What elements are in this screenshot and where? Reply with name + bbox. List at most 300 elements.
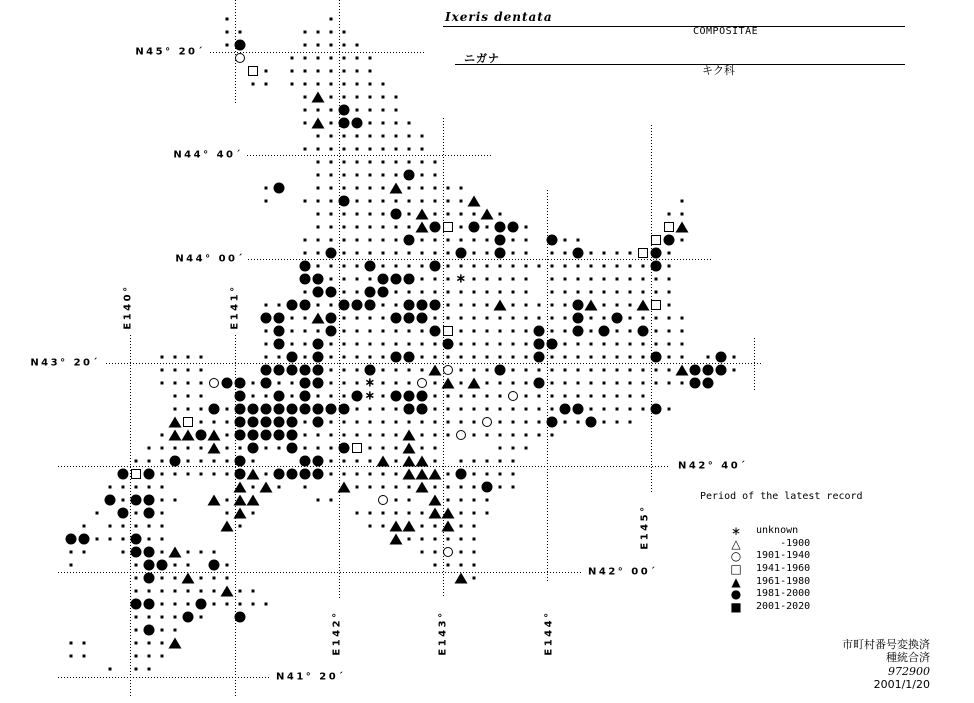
map-dot (603, 408, 606, 411)
map-dot (226, 31, 229, 34)
map-dot (382, 356, 385, 359)
map-filled-circle (651, 404, 662, 415)
map-dot (668, 252, 671, 255)
map-dot (447, 499, 450, 502)
map-dot (291, 343, 294, 346)
map-dot (486, 382, 489, 385)
map-filled-circle (339, 118, 350, 129)
map-dot (473, 239, 476, 242)
map-dot (369, 252, 372, 255)
map-dot (382, 187, 385, 190)
map-filled-triangle (169, 638, 182, 649)
map-dot (122, 525, 125, 528)
map-dot (356, 460, 359, 463)
map-dot (473, 395, 476, 398)
map-dot (161, 447, 164, 450)
map-dot (369, 525, 372, 528)
map-filled-circle (573, 300, 584, 311)
map-filled-circle (326, 313, 337, 324)
map-dot (473, 291, 476, 294)
map-dot (629, 304, 632, 307)
map-dot (434, 291, 437, 294)
map-dot (200, 460, 203, 463)
map-dot (369, 122, 372, 125)
map-dot (499, 460, 502, 463)
map-dot (304, 421, 307, 424)
map-dot (473, 213, 476, 216)
map-dot (460, 369, 463, 372)
map-dot (486, 356, 489, 359)
map-dot (356, 512, 359, 515)
map-dot (356, 421, 359, 424)
map-dot (395, 408, 398, 411)
map-dot (421, 356, 424, 359)
map-dot (369, 70, 372, 73)
map-dot (382, 343, 385, 346)
map-dot (486, 226, 489, 229)
map-dot (174, 408, 177, 411)
map-dot (512, 421, 515, 424)
map-filled-circle (430, 222, 441, 233)
map-dot (330, 343, 333, 346)
map-dot (525, 356, 528, 359)
map-dot (564, 291, 567, 294)
map-dot (343, 434, 346, 437)
map-dot (473, 473, 476, 476)
map-filled-circle (287, 469, 298, 480)
map-dot (330, 356, 333, 359)
map-dot (473, 317, 476, 320)
map-dot (564, 330, 567, 333)
map-dot (265, 473, 268, 476)
map-filled-circle (417, 391, 428, 402)
map-dot (564, 265, 567, 268)
map-dot (447, 564, 450, 567)
map-dot (473, 278, 476, 281)
map-dot (382, 512, 385, 515)
map-dot (525, 447, 528, 450)
map-dot (460, 330, 463, 333)
map-dot (421, 252, 424, 255)
map-dot (356, 252, 359, 255)
map-dot (161, 486, 164, 489)
map-dot (525, 239, 528, 242)
map-dot (187, 473, 190, 476)
map-dot (525, 278, 528, 281)
map-open-circle (456, 430, 466, 440)
map-dot (460, 304, 463, 307)
map-open-square (131, 469, 141, 479)
map-filled-circle (183, 612, 194, 623)
map-dot (356, 473, 359, 476)
map-dot (616, 395, 619, 398)
map-dot (525, 317, 528, 320)
map-dot (330, 499, 333, 502)
map-dot (330, 31, 333, 34)
map-dot (499, 421, 502, 424)
map-dot (382, 200, 385, 203)
map-dot (96, 512, 99, 515)
map-dot (616, 408, 619, 411)
map-filled-circle (456, 248, 467, 259)
map-dot (343, 83, 346, 86)
map-dot (616, 291, 619, 294)
map-dot (434, 564, 437, 567)
map-filled-circle (482, 482, 493, 493)
map-dot (629, 330, 632, 333)
legend-row-1981-2000 (727, 583, 811, 601)
map-dot (551, 317, 554, 320)
map-open-square (651, 300, 661, 310)
map-filled-circle (339, 300, 350, 311)
map-open-circle (235, 53, 245, 63)
map-filled-circle (534, 352, 545, 363)
map-dot (395, 460, 398, 463)
map-dot (343, 317, 346, 320)
map-filled-circle (287, 417, 298, 428)
footer-note-2: 種統合済 (886, 651, 930, 665)
map-dot (512, 434, 515, 437)
map-open-circle (417, 378, 427, 388)
map-dot (317, 447, 320, 450)
map-dot (135, 616, 138, 619)
map-dot (382, 421, 385, 424)
map-filled-circle (274, 365, 285, 376)
map-dot (148, 460, 151, 463)
map-dot (317, 83, 320, 86)
map-dot (343, 265, 346, 268)
map-dot (187, 460, 190, 463)
map-filled-circle (313, 417, 324, 428)
map-filled-triangle (676, 365, 689, 376)
map-dot (343, 291, 346, 294)
map-dot (187, 395, 190, 398)
map-filled-triangle (208, 430, 221, 441)
map-filled-triangle (468, 196, 481, 207)
map-dot (122, 551, 125, 554)
map-dot (395, 135, 398, 138)
map-dot (473, 330, 476, 333)
map-dot (486, 369, 489, 372)
map-dot (200, 421, 203, 424)
map-dot (629, 408, 632, 411)
map-dot (603, 369, 606, 372)
map-dot (421, 187, 424, 190)
map-filled-circle (261, 313, 272, 324)
map-dot (317, 57, 320, 60)
map-dot (603, 382, 606, 385)
map-filled-circle (573, 404, 584, 415)
map-dot (317, 200, 320, 203)
map-dot (330, 109, 333, 112)
map-dot (551, 408, 554, 411)
map-filled-circle (352, 300, 363, 311)
map-dot (434, 460, 437, 463)
map-dot (161, 512, 164, 515)
map-dot (109, 525, 112, 528)
map-dot (499, 356, 502, 359)
map-dot (395, 226, 398, 229)
open-square-icon: □ (730, 561, 742, 576)
map-filled-circle (690, 365, 701, 376)
map-dot (434, 239, 437, 242)
map-dot (486, 239, 489, 242)
map-filled-triangle (403, 469, 416, 480)
map-filled-circle (365, 261, 376, 272)
map-dot (382, 473, 385, 476)
map-dot (473, 525, 476, 528)
latitude-grid-line (58, 677, 270, 678)
map-dot (330, 83, 333, 86)
map-dot (369, 408, 372, 411)
map-dot (330, 304, 333, 307)
map-dot (317, 226, 320, 229)
map-dot (395, 174, 398, 177)
latitude-grid-line (210, 52, 425, 53)
map-dot (499, 291, 502, 294)
map-dot (564, 252, 567, 255)
map-dot (434, 174, 437, 177)
map-filled-circle (300, 391, 311, 402)
map-dot (525, 434, 528, 437)
map-dot (629, 317, 632, 320)
longitude-label: E145° (639, 504, 651, 550)
map-dot (369, 83, 372, 86)
map-dot (473, 265, 476, 268)
map-dot (265, 603, 268, 606)
map-dot (200, 408, 203, 411)
map-dot (343, 174, 346, 177)
map-dot (356, 434, 359, 437)
map-dot (265, 200, 268, 203)
map-dot (109, 486, 112, 489)
map-dot (603, 278, 606, 281)
map-dot (564, 239, 567, 242)
map-dot (460, 499, 463, 502)
map-dot (148, 447, 151, 450)
map-dot (421, 330, 424, 333)
map-dot (161, 577, 164, 580)
map-dot (382, 135, 385, 138)
map-filled-circle (261, 365, 272, 376)
map-dot (499, 213, 502, 216)
map-dot (616, 265, 619, 268)
map-filled-circle (287, 443, 298, 454)
map-dot (421, 291, 424, 294)
longitude-label: E141° (229, 284, 241, 330)
map-dot (395, 161, 398, 164)
map-dot (356, 83, 359, 86)
map-dot (421, 148, 424, 151)
map-filled-triangle (676, 222, 689, 233)
map-dot (408, 200, 411, 203)
map-dot (330, 382, 333, 385)
map-dot (655, 343, 658, 346)
map-dot (512, 252, 515, 255)
map-dot (278, 486, 281, 489)
map-dot (330, 70, 333, 73)
map-dot (395, 512, 398, 515)
map-dot (603, 395, 606, 398)
map-dot (369, 486, 372, 489)
map-filled-triangle (312, 313, 325, 324)
map-dot (382, 109, 385, 112)
map-filled-triangle (221, 586, 234, 597)
map-dot (395, 96, 398, 99)
map-dot (226, 577, 229, 580)
map-dot (603, 317, 606, 320)
map-dot (382, 434, 385, 437)
map-dot (70, 551, 73, 554)
map-dot (135, 655, 138, 658)
map-dot (486, 278, 489, 281)
map-dot (512, 317, 515, 320)
map-dot (356, 330, 359, 333)
map-dot (629, 265, 632, 268)
map-filled-circle (131, 599, 142, 610)
map-open-circle (443, 547, 453, 557)
map-dot (317, 304, 320, 307)
map-dot (434, 447, 437, 450)
map-dot (512, 343, 515, 346)
map-filled-circle (287, 430, 298, 441)
map-filled-triangle (169, 547, 182, 558)
map-filled-circle (131, 547, 142, 558)
map-dot (96, 538, 99, 541)
map-filled-circle (196, 430, 207, 441)
latitude-label: N43° 20´ (30, 357, 100, 369)
map-dot (603, 265, 606, 268)
map-dot (356, 343, 359, 346)
map-filled-circle (599, 326, 610, 337)
map-dot (200, 577, 203, 580)
map-dot (161, 655, 164, 658)
map-dot (668, 291, 671, 294)
map-dot (655, 369, 658, 372)
map-dot (330, 395, 333, 398)
map-dot (343, 187, 346, 190)
map-dot (408, 252, 411, 255)
map-dot (473, 538, 476, 541)
map-dot (642, 369, 645, 372)
map-dot (395, 304, 398, 307)
map-dot (681, 213, 684, 216)
map-dot (226, 421, 229, 424)
map-dot (538, 434, 541, 437)
map-dot (369, 174, 372, 177)
map-dot (434, 382, 437, 385)
map-dot (499, 265, 502, 268)
map-dot (408, 486, 411, 489)
map-filled-circle (235, 430, 246, 441)
map-dot (681, 343, 684, 346)
map-dot (512, 291, 515, 294)
map-filled-circle (547, 339, 558, 350)
map-dot (668, 304, 671, 307)
map-dot (70, 655, 73, 658)
map-filled-circle (144, 625, 155, 636)
map-dot (330, 265, 333, 268)
map-dot (447, 239, 450, 242)
map-dot (408, 187, 411, 190)
map-filled-triangle (494, 300, 507, 311)
map-dot (551, 382, 554, 385)
map-dot (681, 382, 684, 385)
map-dot (447, 434, 450, 437)
map-dot (486, 330, 489, 333)
map-dot (395, 499, 398, 502)
map-dot (330, 148, 333, 151)
map-filled-circle (456, 469, 467, 480)
map-dot (356, 187, 359, 190)
map-dot (486, 460, 489, 463)
map-filled-circle (534, 378, 545, 389)
map-dot (590, 317, 593, 320)
map-dot (551, 291, 554, 294)
map-filled-circle (404, 170, 415, 181)
map-filled-circle (274, 430, 285, 441)
legend-label: -1900 (756, 538, 811, 549)
map-dot (317, 252, 320, 255)
legend-label: 1901-1940 (756, 550, 811, 561)
map-dot (538, 408, 541, 411)
map-dot (460, 512, 463, 515)
map-filled-circle (404, 391, 415, 402)
map-dot (616, 330, 619, 333)
legend-title: Period of the latest record (700, 491, 863, 502)
map-dot (174, 356, 177, 359)
map-open-square (651, 235, 661, 245)
map-filled-triangle (429, 508, 442, 519)
map-dot (369, 343, 372, 346)
map-dot (278, 447, 281, 450)
map-filled-circle (573, 313, 584, 324)
map-dot (460, 239, 463, 242)
map-dot (187, 590, 190, 593)
map-dot (408, 421, 411, 424)
map-dot (460, 213, 463, 216)
map-dot (642, 278, 645, 281)
map-dot (187, 603, 190, 606)
map-filled-circle (274, 339, 285, 350)
map-dot (343, 96, 346, 99)
map-dot (525, 252, 528, 255)
longitude-grid-line (443, 118, 444, 598)
map-dot (642, 356, 645, 359)
map-dot (369, 187, 372, 190)
map-dot (382, 83, 385, 86)
map-dot (382, 148, 385, 151)
map-dot (486, 473, 489, 476)
map-dot (590, 330, 593, 333)
map-dot (499, 278, 502, 281)
map-filled-circle (144, 469, 155, 480)
map-dot (265, 356, 268, 359)
map-dot (291, 57, 294, 60)
map-open-square (183, 417, 193, 427)
legend-label: 1961-1980 (756, 576, 811, 587)
map-dot (603, 343, 606, 346)
map-filled-circle (547, 417, 558, 428)
map-dot (330, 473, 333, 476)
map-filled-circle (378, 274, 389, 285)
map-dot (629, 291, 632, 294)
map-filled-circle (248, 417, 259, 428)
map-dot (616, 421, 619, 424)
map-dot (434, 252, 437, 255)
map-filled-triangle (403, 456, 416, 467)
map-dot (252, 590, 255, 593)
